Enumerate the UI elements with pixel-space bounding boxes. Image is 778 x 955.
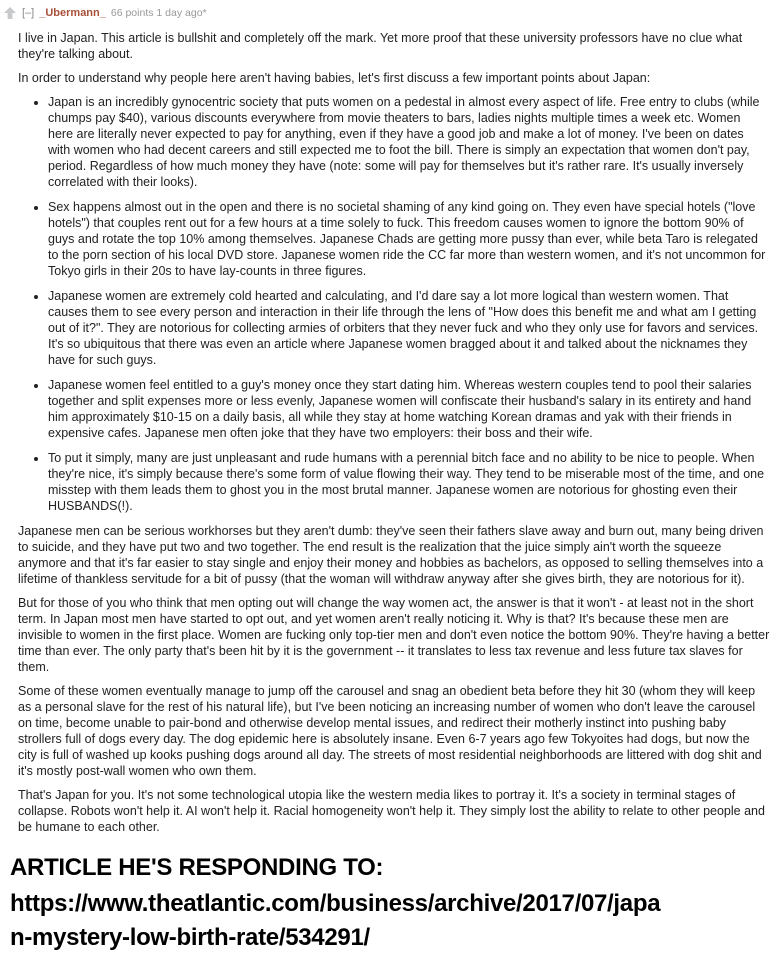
comment-paragraph: Japanese men can be serious workhorses but they aren't dumb: they've seen their fathers slave away and burn out, many being driven to suicide, and they have put two and two together. The end result is the realization that the juice simply ain't worth the squeeze anymore and that it's far easier to stay single and enjoy their money and hobbies as bachelors, as opposed to selling themselves into a lifetime of thankless servitude for a bit of pussy (that the woman will withdraw anyway after she gives birth, they are notorious for it). bbox=[18, 524, 764, 586]
comment-bullet-list bbox=[18, 94, 770, 514]
comment-bullet-item: • Japanese women feel entitled to a guy's money once they start dating him. Whereas western couples tend to pool their salaries together and split expenses more or less evenly, Japanese women will confiscate their husband's salary in its entirety and hand him approximately $10-15 on a daily basis, all while they stay at home watching Korean dramas and yak with their friends in expensive cafes. Japanese men often joke that they have two employers: their boss and their wife. bbox=[48, 377, 770, 441]
comment-paragraph: But for those of you who think that men opting out will change the way women act, the answer is that it won't - at least not in the short term. In Japan most men have started to opt out, and yet women aren't really noticing it. Why is that? It's because these men are invisible to women in the first place. Women are fucking only top-tier men and don't even notice the bottom 90%. They're having a better time than ever. The only party that's been hit by it is the government -- it translates to less tax revenue and less future tax slaves for them. bbox=[18, 596, 770, 674]
comment-paragraph: Some of these women eventually manage to jump off the carousel and snag an obedient beta before they hit 30 (whom they will keep as a personal slave for the rest of his natural life), but I've been noticing an increasing number of women who don't leave the carousel on time, become unable to pair-bond and otherwise develop mental issues, and redirect their motherly instinct into pushing baby strollers full of dogs every day. The dog epidemic here is absolutely insane. Even 6-7 years ago few Tokyoites had dogs, but now the city is full of washed up kooks pushing dogs around all day. The streets of most residential neighborhoods are littered with dog shit and it's mostly post-wall women who own them. bbox=[18, 684, 762, 778]
comment-body bbox=[18, 30, 770, 835]
comment-paragraph: In order to understand why people here aren't having babies, let's first discuss a few important points about Japan: bbox=[18, 71, 651, 85]
comment-bullet-item: • Japanese women are extremely cold hearted and calculating, and I'd dare say a lot more logical than western women. That causes them to see every person and interaction in their life through the lens of "How does this benefit me and what am I getting out of it?". They are notorious for collecting armies of orbiters that they never fuck and who they only use for favors and services. It's so ubiquitous that there was even an article where Japanese women bragged about it and talked about the nicknames they have for such guys. bbox=[48, 288, 770, 368]
article-url bbox=[10, 887, 778, 955]
upvote-arrow-icon[interactable] bbox=[2, 6, 17, 21]
comment-header bbox=[2, 2, 772, 22]
username-link[interactable]: _Ubermann_ bbox=[39, 7, 106, 19]
article-url-line: https://www.theatlantic.com/business/archive/2017/07/japa bbox=[10, 890, 661, 917]
article-url-line: n-mystery-low-birth-rate/534291/ bbox=[10, 924, 370, 951]
comment-meta: 66 points 1 day ago* bbox=[110, 7, 207, 19]
comment-paragraph: That's Japan for you. It's not some technological utopia like the western media likes to portray it. It's a society in terminal stages of collapse. Robots won't help it. AI won't help it. Racial homogeneity won't help it. They simply lost the ability to relate to other people and be humane to each other. bbox=[18, 788, 765, 834]
article-reference-heading: ARTICLE HE'S RESPONDING TO: bbox=[10, 854, 384, 881]
collapse-toggle[interactable]: [–] bbox=[22, 7, 35, 19]
comment-paragraph: I live in Japan. This article is bullshit and completely off the mark. Yet more proof that these university professors have no clue what they're talking about. bbox=[18, 31, 743, 61]
article-reference bbox=[10, 851, 778, 955]
comment-bullet-item: • Japan is an incredibly gynocentric society that puts women on a pedestal in almost every aspect of life. Free entry to clubs (while chumps pay $40), various discounts everywhere from movie theaters to bars, ladies nights multiple times a week etc. Women here are literally never expected to pay for anything, even if they have a good job and make a lot of money. I've been on dates with women who had decent careers and still expected me to foot the bill. There is simply an expectation that women don't pay, period. Regardless of how much money they have (note: some will pay for themselves but it's rather rare. It's usually inversely correlated with their looks). bbox=[48, 94, 770, 190]
comment-bullet-item: • To put it simply, many are just unpleasant and rude humans with a perennial bitch face and no ability to be nice to people. When they're nice, it's simply because there's some form of value flowing their way. They tend to be miserable most of the time, and one misstep with them leads them to ghost you in the most brutal manner. Japanese women are notorious for ghosting even their HUSBANDS(!). bbox=[48, 450, 770, 514]
comment-bullet-item: • Sex happens almost out in the open and there is no societal shaming of any kind going on. They even have special hotels ("love hotels") that couples rent out for a few hours at a time solely to fuck. This freedom causes women to ignore the bottom 90% of guys and rotate the top 10% among themselves. Japanese Chads are getting more pussy than ever, while beta Taro is relegated to the porn section of his local DVD store. Japanese women ride the CC far more than western women, and it's not uncommon for Tokyo girls in their 20s to have lay-counts in three figures. bbox=[48, 199, 770, 279]
